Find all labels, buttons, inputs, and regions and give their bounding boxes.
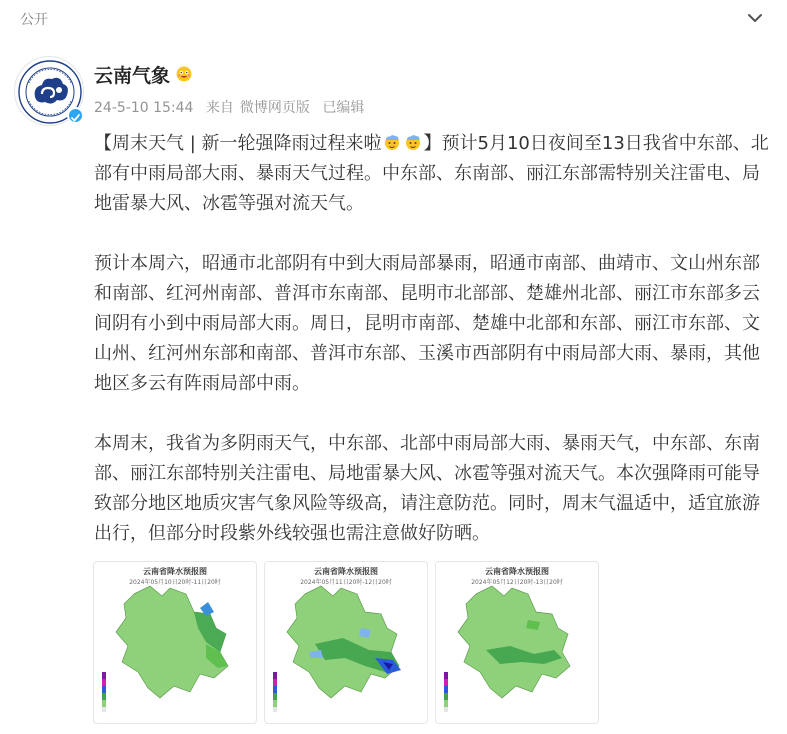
post-title-end: 】 (423, 133, 442, 154)
verified-badge-icon (67, 107, 84, 124)
map-title: 云南省降水预报图 (314, 567, 378, 576)
smiling-face-icon (175, 65, 193, 83)
map-subtitle: 2024年05月10日20时-11日20时 (129, 579, 221, 586)
post-paragraph-1 (94, 129, 774, 219)
post-meta (94, 97, 372, 117)
map-subtitle: 2024年05月11日20时-12日20时 (300, 579, 392, 586)
map-subtitle: 2024年05月12日20时-13日20时 (471, 579, 563, 586)
source-prefix: 来自 (205, 100, 234, 116)
precipitation-map-icon (436, 562, 599, 724)
edited-label[interactable]: 已编辑 (322, 100, 365, 116)
author (94, 61, 193, 87)
post-source[interactable]: 微博网页版 (239, 100, 310, 116)
post-paragraph-3: 本周末，我省为多阴雨天气，中东部、北部中雨局部大雨、暴雨天气，中东部、东南部、丽江东部特别关注雷电、局地雷暴大风、冰雹等强对流天气。本次强降雨可能导致部分地区地质灾害气象风险等级高，请注意防范。同时，周末气温适中，适宜旅游出行，但部分时段紫外线较强也需注意做好防晒。 (94, 433, 760, 544)
post-content (94, 129, 774, 579)
author-name[interactable]: 云南气象 (94, 64, 171, 87)
precipitation-map-icon (265, 562, 428, 724)
image-gallery (93, 561, 599, 724)
precipitation-map-icon (94, 562, 257, 724)
rain-cloud-face-icon (383, 133, 402, 152)
forecast-map-3[interactable] (435, 561, 599, 724)
post-paragraph-2: 预计本周六，昭通市北部阴有中到大雨局部暴雨，昭通市南部、曲靖市、文山州东部和南部、红河州南部、普洱市东南部、昆明市北部部、楚雄州北部、丽江市东部多云间阴有小到中雨局部大雨。周日，昆明市南部、楚雄中北部和东部、丽江市东部、文山州、红河州东部和南部、普洱市东部、玉溪市西部阴有中雨局部大雨、暴雨，其他地区多云有阵雨局部中雨。 (94, 253, 760, 394)
rain-cloud-face-icon (404, 133, 423, 152)
post-time[interactable]: 24-5-10 15:44 (94, 100, 194, 116)
map-title: 云南省降水预报图 (143, 567, 207, 576)
post-text-1: 预计5月10日夜间至13日我省中东部、北部有中雨局部大雨、暴雨天气过程。中东部、东南部、丽江东部需特别关注雷电、局地雷暴大风、冰雹等强对流天气。 (94, 133, 769, 214)
post-header (0, 0, 787, 38)
forecast-map-2[interactable] (264, 561, 428, 724)
post-title: 【周末天气 | 新一轮强降雨过程来啦 (94, 133, 382, 154)
chevron-down-icon[interactable] (745, 8, 765, 28)
visibility-label: 公开 (20, 12, 48, 28)
forecast-map-1[interactable] (93, 561, 257, 724)
map-title: 云南省降水预报图 (485, 567, 549, 576)
